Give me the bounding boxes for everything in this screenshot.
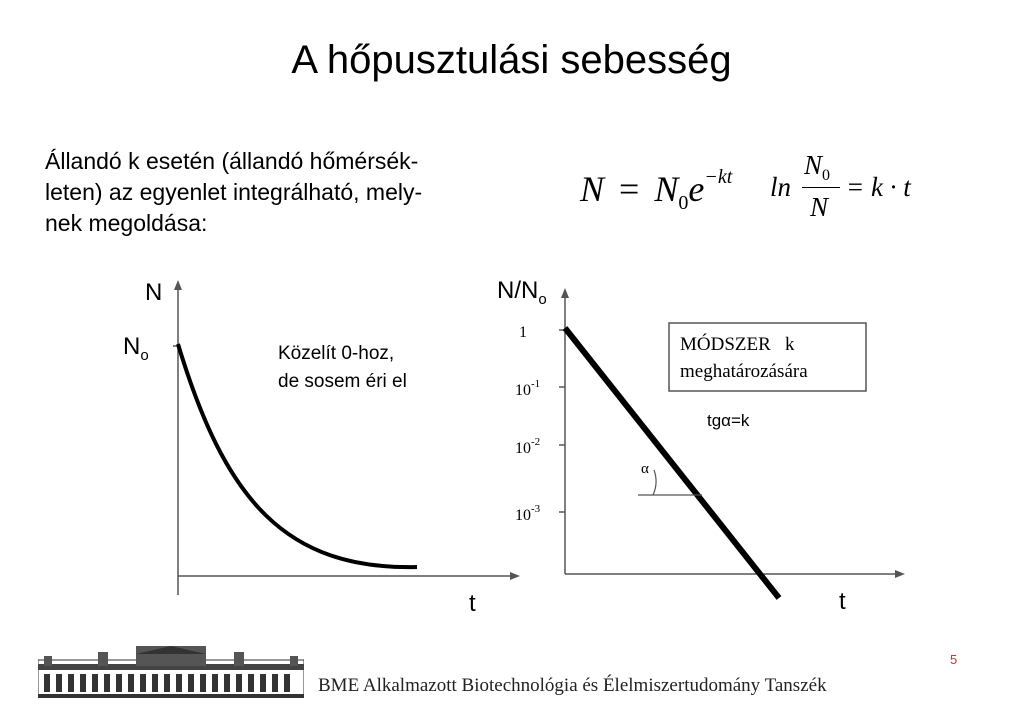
tick-4-exp: -3	[531, 503, 541, 515]
paragraph-line-3: nek megoldása:	[45, 210, 208, 236]
eq2-num: N	[804, 150, 823, 180]
right-x-label: t	[839, 588, 846, 615]
right-y-label-sub: o	[538, 291, 547, 308]
left-n0-label	[123, 333, 149, 364]
left-n0-main: N	[123, 333, 141, 360]
tick-1-base: 1	[519, 324, 527, 341]
angle-arc	[653, 470, 656, 495]
right-y-label-main: N/N	[497, 277, 539, 304]
right-graph	[495, 268, 910, 620]
tick-4-base: 10	[515, 507, 531, 524]
eq2-numerator	[804, 150, 831, 184]
eq1-lhs: N	[580, 169, 605, 209]
university-building-logo	[38, 646, 304, 698]
right-y-label	[497, 277, 547, 308]
left-x-label: t	[469, 590, 476, 617]
tick-3-base: 10	[515, 440, 531, 457]
right-y-arrow	[561, 288, 569, 298]
tick-2-exp: -1	[531, 378, 541, 390]
right-x-arrow	[895, 570, 905, 578]
tick-label-2	[515, 378, 540, 399]
eq2-ln: ln	[770, 172, 792, 202]
tick-label-1	[519, 324, 527, 341]
paragraph-line-1: Állandó k esetén (állandó hőmérsék-	[45, 148, 419, 174]
left-n0-sub: o	[140, 347, 149, 364]
eq2-rhs: = k · t	[846, 172, 911, 202]
eq1-equals: =	[619, 169, 640, 209]
left-y-label: N	[145, 279, 163, 306]
method-box-line-2: meghatározására	[680, 361, 808, 382]
page-number: 5	[950, 652, 958, 667]
annotation-line-1: Közelít 0-hoz,	[278, 343, 395, 364]
alpha-label: α	[641, 461, 649, 477]
tick-3-exp: -2	[531, 436, 541, 448]
equation-log	[770, 150, 940, 230]
footer-department: BME Alkalmazott Biotechnológia és Élelmiszertudomány Tanszék	[318, 675, 827, 696]
left-y-arrow	[174, 280, 182, 290]
method-box-line-1: MÓDSZER k	[680, 334, 795, 355]
eq2-num-sub: 0	[822, 167, 831, 184]
equation-decay	[580, 166, 733, 214]
tg-alpha-label: tgα=k	[707, 411, 750, 430]
paragraph-line-2: leten) az egyenlet integrálható, mely-	[45, 179, 423, 205]
eq2-fraction-bar	[802, 187, 840, 188]
eq2-den: N	[810, 192, 829, 222]
eq1-sup: −kt	[704, 166, 733, 188]
eq1-e: e	[688, 169, 705, 209]
tick-label-4	[515, 503, 541, 524]
eq1-sub: 0	[678, 192, 689, 214]
slide-title: A hőpusztulási sebesség	[291, 38, 732, 82]
tick-2-base: 10	[515, 382, 531, 399]
tick-label-3	[515, 436, 540, 457]
intro-paragraph	[45, 146, 565, 239]
eq1-n: N	[654, 169, 679, 209]
annotation-line-2: de sosem éri el	[278, 371, 407, 392]
left-graph	[115, 270, 525, 620]
